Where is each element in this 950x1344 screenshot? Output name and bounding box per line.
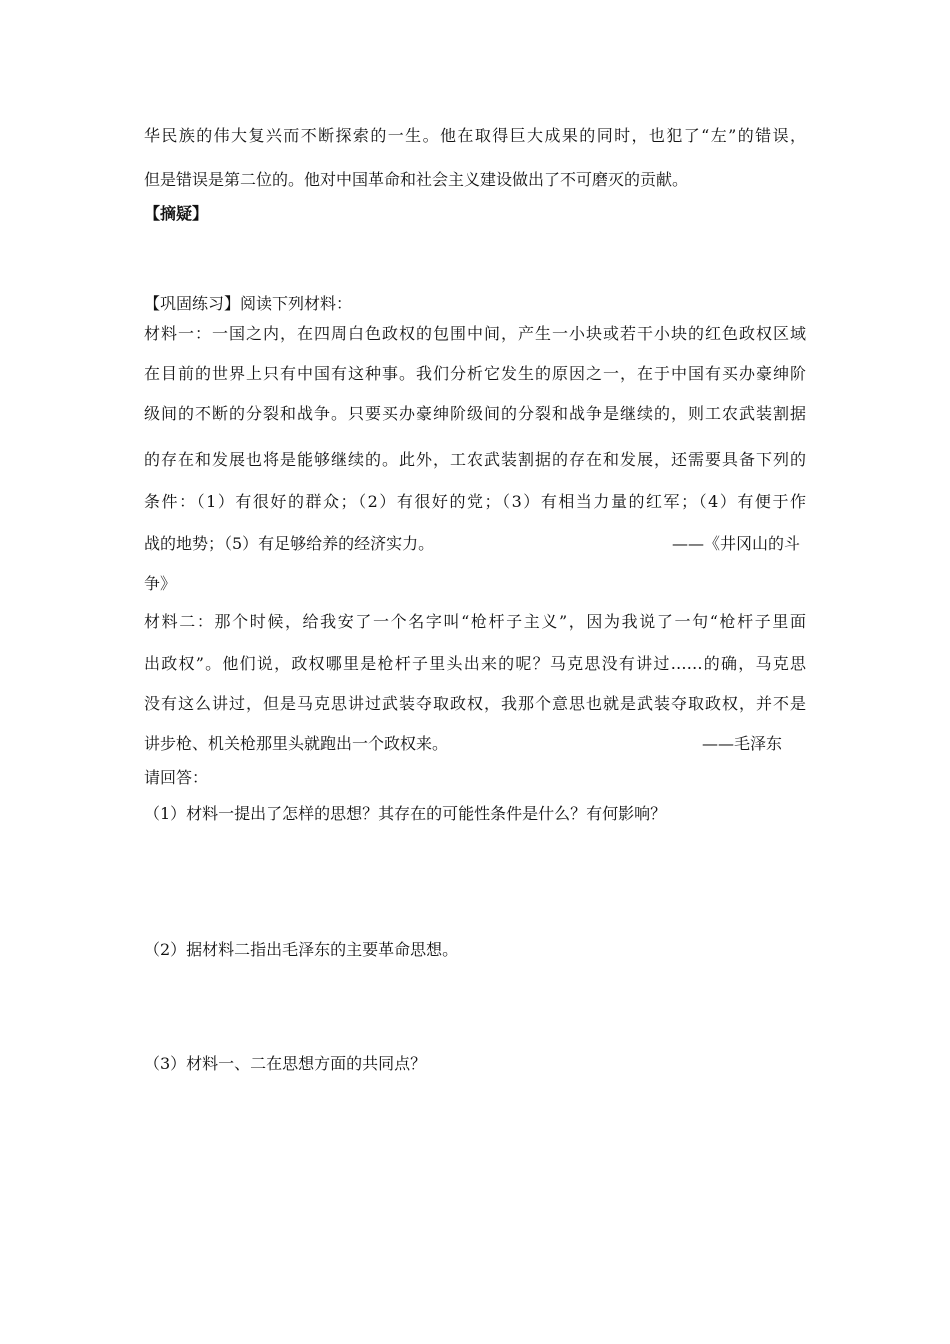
intro-line-1: 华民族的伟大复兴而不断探索的一生。他在取得巨大成果的同时，也犯了“左”的错误，: [144, 126, 806, 145]
question-1: （1）材料一提出了怎样的思想？其存在的可能性条件是什么？有何影响？: [144, 804, 667, 823]
material1-line-1: 材料一：一国之内，在四周白色政权的包围中间，产生一小块或若干小块的红色政权区域: [144, 324, 806, 343]
material2-line-1: 材料二：那个时候，给我安了一个名字叫“枪杆子主义”，因为我说了一句“枪杆子里面: [144, 612, 806, 631]
material1-line-4: 的存在和发展也将是能够继续的。此外，工农武装割据的存在和发展，还需要具备下列的: [144, 450, 806, 469]
material2-line-3: 没有这么讲过，但是马克思讲过武装夺取政权，我那个意思也就是武装夺取政权，并不是: [144, 694, 806, 713]
question-2: （2）据材料二指出毛泽东的主要革命思想。: [144, 940, 459, 959]
practice-heading: 【巩固练习】阅读下列材料：: [144, 294, 353, 313]
material2-source: ——毛泽东: [702, 734, 783, 753]
question-3: （3）材料一、二在思想方面的共同点？: [144, 1054, 427, 1073]
material2-line-2: 出政权”。他们说，政权哪里是枪杆子里头出来的呢？马克思没有讲过……的确，马克思: [144, 654, 806, 673]
material1-source: ——《井冈山的斗: [672, 534, 801, 553]
material2-line-4: 讲步枪、机关枪那里头就跑出一个政权来。: [144, 734, 449, 753]
intro-line-2: 但是错误是第二位的。他对中国革命和社会主义建设做出了不可磨灭的贡献。: [144, 170, 689, 189]
zhaiyi-heading: 【摘疑】: [144, 204, 209, 223]
material1-line-5: 条件：（1）有很好的群众；（2）有很好的党；（3）有相当力量的红军；（4）有便于作: [144, 492, 806, 511]
material1-line-3: 级间的不断的分裂和战争。只要买办豪绅阶级间的分裂和战争是继续的，则工农武装割据: [144, 404, 806, 423]
material1-line-2: 在目前的世界上只有中国有这种事。我们分析它发生的原因之一，在于中国有买办豪绅阶: [144, 364, 806, 383]
material1-source-continued: 争》: [144, 574, 177, 593]
answer-prompt: 请回答：: [144, 768, 209, 787]
material1-line-6: 战的地势；（5）有足够给养的经济实力。: [144, 534, 435, 553]
